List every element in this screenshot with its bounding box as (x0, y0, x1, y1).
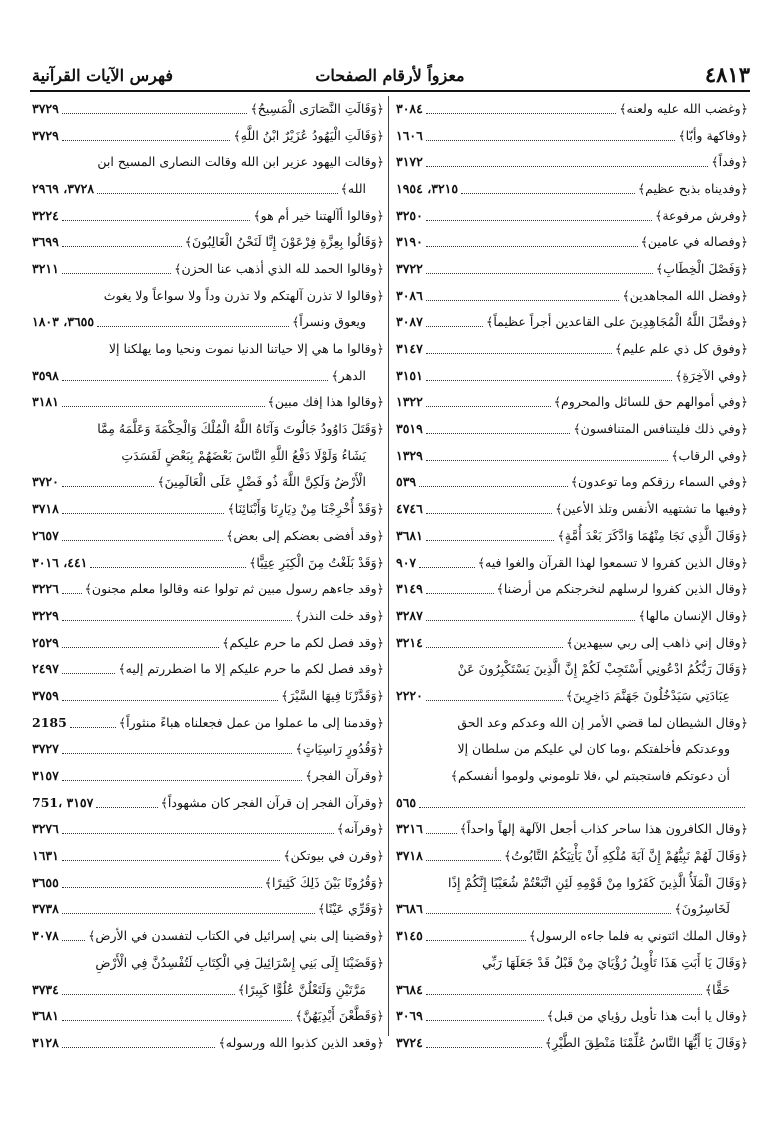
index-entry (32, 922, 384, 949)
entry-text: ﴿وفي أموالهم حق للسائل والمحروم﴾ (553, 394, 748, 410)
entry-page-number: ٣١٢٨ (32, 1034, 59, 1050)
index-entry (396, 896, 748, 923)
entry-page-number: ٢٤٩٧ (32, 661, 59, 677)
index-entry (32, 362, 384, 389)
leader-dots (426, 214, 652, 221)
index-entry (396, 228, 748, 255)
header-subtitle: معزواً لأرقام الصفحات (315, 66, 465, 85)
entry-page-number: ١٦٣١ (32, 848, 59, 864)
entry-text: ﴿وفوق كل ذي علم عليم﴾ (614, 341, 748, 357)
index-entry (32, 1029, 384, 1056)
leader-dots (62, 400, 265, 407)
index-entry (396, 655, 748, 682)
entry-page-number: ٣٠٨٧ (396, 314, 423, 330)
index-entry (32, 335, 384, 362)
leader-dots (426, 854, 501, 861)
entry-text: ﴿وقالوا ما هي إلا حياتنا الدنيا نموت ونحيا وما يهلكنا إلا (108, 341, 384, 357)
leader-dots (62, 667, 115, 674)
entry-page-number: ٣٧٢٩ (32, 127, 59, 143)
entry-text: ﴿وقضينا إلى بني إسرائيل في الكتاب لتفسدن في الأرض﴾ (88, 928, 384, 944)
entry-text: ﴿وقالت اليهود عزير ابن الله وقالت النصارى المسيح ابن (97, 154, 384, 170)
entry-text: ﴿وقال إني ذاهب إلى ربي سيهدين﴾ (566, 634, 748, 650)
entry-page-number: ٣٧٣٤ (32, 981, 59, 997)
entry-page-number: ٩٠٧ (396, 554, 417, 570)
index-entry (396, 309, 748, 336)
entry-page-number: ٣٧٢٨، ٢٩٦٩ (32, 180, 95, 196)
index-entry (32, 949, 384, 976)
index-entry (396, 575, 748, 602)
leader-dots (62, 934, 85, 941)
entry-page-number: ٣٢٨٧ (396, 607, 423, 623)
index-entry (32, 1002, 384, 1029)
leader-dots (62, 774, 302, 781)
index-entry (32, 896, 384, 923)
index-entry (32, 95, 384, 122)
index-entry (32, 389, 384, 416)
leader-dots (97, 320, 289, 327)
entry-text: ﴿وقال الذين كفروا لا تسمعوا لهذا القرآن والغوا فيه﴾ (477, 554, 748, 570)
index-entry (396, 682, 748, 709)
entry-text: ﴿وقد أفضى بعضكم إلى بعض﴾ (226, 527, 384, 543)
entry-page-number: ٣١٩٠ (396, 234, 423, 250)
entry-page-number: ٣٢٥٠ (396, 207, 423, 223)
index-entry (32, 655, 384, 682)
entry-text: ﴿وفي السماء رزقكم وما توعدون﴾ (570, 474, 748, 490)
leader-dots (426, 907, 672, 914)
index-entry (396, 415, 748, 442)
index-entry (396, 495, 748, 522)
leader-dots (426, 347, 612, 354)
index-entry (396, 789, 748, 816)
entry-text: ﴿وَقَالَ الَّذِي نَجَا مِنْهُمَا وَادَّكَرَ بَعْدَ أُمَّةٍ﴾ (557, 527, 748, 543)
leader-dots (426, 134, 675, 141)
index-entry (396, 1002, 748, 1029)
index-entry (396, 549, 748, 576)
entry-page-number: ٣٥١٩ (396, 421, 423, 437)
entry-page-number: ٣٦٨٤ (396, 981, 423, 997)
index-entry (32, 122, 384, 149)
entry-text: ﴿وَقَرِّي عَيْنًا﴾ (317, 901, 384, 917)
leader-dots (62, 134, 231, 141)
leader-dots (426, 827, 457, 834)
entry-page-number: ١٣٢٢ (396, 394, 423, 410)
leader-dots (62, 747, 293, 754)
leader-dots (419, 561, 475, 568)
leader-dots (426, 507, 552, 514)
leader-dots (62, 507, 225, 514)
entry-text: ﴿وَقُرُونًا بَيْنَ ذَلِكَ كَثِيرًا﴾ (264, 874, 384, 890)
index-entry (396, 816, 748, 843)
entry-text: ﴿وَقَتَلَ دَاوُودُ جَالُوتَ وَآتَاهُ اللَّهُ الْمُلْكَ وَالْحِكْمَةَ وَعَلَّمَهُ مِمَّا (97, 421, 384, 437)
entry-page-number: ٣٦٨٦ (396, 901, 423, 917)
entry-page-number: ٣١٤٩ (396, 581, 423, 597)
index-entry (32, 549, 384, 576)
header-title: فهرس الآيات القرآنية (32, 66, 174, 85)
entry-page-number: ٣٧٢٧ (32, 741, 59, 757)
leader-dots (62, 827, 334, 834)
entry-page-number: ١٦٠٦ (396, 127, 423, 143)
entry-page-number: ٣٢٢٤ (32, 207, 59, 223)
entry-text: ﴿وقعد الذين كذبوا الله ورسوله﴾ (218, 1034, 384, 1050)
index-entry (396, 842, 748, 869)
leader-dots (62, 1041, 216, 1048)
leader-dots (62, 267, 171, 274)
index-entry (32, 842, 384, 869)
entry-page-number: ٣٢١٥، ١٩٥٤ (396, 180, 459, 196)
entry-text: ﴿وقرآنه﴾ (336, 821, 384, 837)
entry-page-number: ٣٧٢٤ (396, 1034, 423, 1050)
entry-page-number: ٣٧٢٠ (32, 474, 59, 490)
index-entry (396, 976, 748, 1003)
index-entry (396, 148, 748, 175)
page-header (30, 60, 750, 92)
entry-text: ﴿وفصاله في عامين﴾ (640, 234, 748, 250)
index-entry (396, 709, 748, 736)
entry-text: يَشَاءُ وَلَوْلَا دَفْعُ اللَّهِ النَّاسَ بَعْضَهُمْ بِبَعْضٍ لَفَسَدَتِ (121, 447, 366, 463)
entry-text: ﴿وفرش مرفوعة﴾ (655, 207, 748, 223)
entry-text: ﴿وفاكهة وأبّا﴾ (678, 127, 748, 143)
leader-dots (426, 534, 555, 541)
entry-text: ﴿وقال الإنسان مالها﴾ (638, 607, 748, 623)
entry-page-number: ٥٦٥ (396, 794, 417, 810)
leader-dots (426, 614, 636, 621)
entry-text: ﴿وقال الكافرون هذا ساحر كذاب أجعل الآلهة إلهاً واحداً﴾ (459, 821, 748, 837)
leader-dots (70, 721, 116, 728)
entry-text: ﴿وقدمنا إلى ما عملوا من عمل فجعلناه هباءً منثوراً﴾ (118, 714, 384, 730)
entry-page-number: ٣١٥١ (396, 367, 423, 383)
entry-page-number: ٣٧٣٨ (32, 901, 59, 917)
entry-text: مَرَّتَيْنِ وَلَتَعْلُنَّ عُلُوًّا كَبِيرًا﴾ (237, 981, 366, 997)
entry-text: الله﴾ (340, 180, 366, 196)
index-entry (396, 469, 748, 496)
leader-dots (461, 187, 635, 194)
index-entry (32, 762, 384, 789)
leader-dots (426, 988, 702, 995)
leader-dots (62, 214, 251, 221)
index-entry (396, 282, 748, 309)
entry-page-number: ٣٧١٨ (32, 501, 59, 517)
entry-text: حَقًّا﴾ (704, 981, 730, 997)
entry-page-number: 751، ٣١٥٧ (32, 794, 94, 810)
entry-text: ﴿وَقَالَتِ الْيَهُودُ عُزَيْرٌ ابْنُ اللَّهِ﴾ (233, 127, 384, 143)
leader-dots (426, 1041, 542, 1048)
entry-page-number: ٣٧٥٩ (32, 687, 59, 703)
entry-text: ﴿وفضَّلَ اللَّهُ الْمُجَاهِدِينَ على القاعدين أجراً عظيماً﴾ (486, 314, 748, 330)
index-entry (32, 442, 384, 469)
leader-dots (62, 881, 262, 888)
leader-dots (62, 534, 223, 541)
index-entry (396, 1029, 748, 1056)
leader-dots (426, 454, 668, 461)
entry-text: ﴿وقالوا هذا إفك مبين﴾ (267, 394, 384, 410)
entry-page-number: ٣١٤٥ (396, 928, 423, 944)
index-entry (32, 709, 384, 736)
entry-text: ﴿وقرآن الفجر﴾ (305, 768, 384, 784)
entry-page-number: ٣٥٩٨ (32, 367, 59, 383)
index-entry (396, 949, 748, 976)
entry-page-number: ٣٢١٦ (396, 821, 423, 837)
entry-page-number: ٣٢٧٦ (32, 821, 59, 837)
entry-page-number: ٣٠٨٤ (396, 100, 423, 116)
entry-page-number: ٣١٧٢ (396, 154, 423, 170)
entry-page-number: ٢٦٥٧ (32, 527, 59, 543)
index-column-left (32, 95, 384, 1056)
entry-page-number: ٣٢٢٩ (32, 607, 59, 623)
leader-dots (62, 988, 235, 995)
index-entry (396, 362, 748, 389)
index-entry (396, 389, 748, 416)
index-entry (396, 255, 748, 282)
entry-page-number: ٣٦٨١ (32, 1008, 59, 1024)
index-entry (32, 148, 384, 175)
entry-page-number: 2185 (32, 714, 67, 730)
index-entry (32, 575, 384, 602)
index-entry (32, 255, 384, 282)
entry-text: ﴿وَقَالُوا بِعِزَّةِ فِرْعَوْنَ إِنَّا لَنَحْنُ الْغَالِبُونَ﴾ (184, 234, 384, 250)
entry-text: ﴿وقال الشيطان لما قضي الأمر إن الله وعدكم وعد الحق (457, 714, 748, 730)
leader-dots (62, 614, 292, 621)
index-entry (396, 442, 748, 469)
leader-dots (426, 267, 653, 274)
entry-page-number: ٣٢١٤ (396, 634, 423, 650)
index-entry (32, 602, 384, 629)
entry-text: ﴿وفي ذلك فليتنافس المتنافسون﴾ (573, 421, 748, 437)
index-entry (32, 816, 384, 843)
leader-dots (419, 480, 568, 487)
entry-text: ﴿وقالوا لا تذرن آلهتكم ولا تذرن وداً ولا سواعاً ولا يغوث (103, 287, 384, 303)
entry-text: ﴿وَفَصْلَ الْخِطَابِ﴾ (655, 260, 748, 276)
entry-text: ﴿وفداً﴾ (711, 154, 748, 170)
entry-text: أن دعوتكم فاستجبتم لي ،فلا تلوموني ولوموا أنفسكم﴾ (450, 768, 730, 784)
column-divider (388, 96, 389, 1036)
leader-dots (426, 934, 526, 941)
entry-page-number: ٢٥٢٩ (32, 634, 59, 650)
leader-dots (62, 240, 182, 247)
entry-text: ﴿وَقَالَ يَا أَبَتِ هَذَا تَأْوِيلُ رُؤْيَايَ مِنْ قَبْلُ قَدْ جَعَلَهَا رَبِّي (482, 954, 748, 970)
entry-text: الدهر﴾ (331, 367, 366, 383)
index-entry (32, 869, 384, 896)
entry-page-number: ٣٧٢٩ (32, 100, 59, 116)
entry-text: ويعوق ونسراً﴾ (291, 314, 366, 330)
entry-text: ﴿وقرآن الفجر إن قرآن الفجر كان مشهوداً﴾ (160, 794, 384, 810)
index-entry (396, 629, 748, 656)
entry-text: ﴿وقال الذين كفروا لرسلهم لنخرجنكم من أرضنا﴾ (496, 581, 748, 597)
leader-dots (62, 1014, 292, 1021)
index-entry (32, 175, 384, 202)
index-entry (396, 736, 748, 763)
entry-text: ﴿وفديناه بذبح عظيم﴾ (637, 180, 748, 196)
entry-text: ﴿وفي الآخِرَةِ﴾ (675, 367, 748, 383)
entry-text: ﴿وقال يا أبت هذا تأويل رؤياي من قبل﴾ (546, 1008, 748, 1024)
leader-dots (419, 801, 745, 808)
entry-page-number: ٤٧٤٦ (396, 501, 423, 517)
page-number: ٤٨١٣ (704, 62, 750, 87)
entry-text: ﴿وَقَالَ يَا أَيُّهَا النَّاسُ عُلِّمْنَا مَنْطِقَ الطَّيْرِ﴾ (544, 1034, 748, 1050)
entry-page-number: ٣٧٢٢ (396, 260, 423, 276)
leader-dots (426, 694, 563, 701)
entry-text: ﴿وَقَدَّرْنَا فِيهَا السَّيْرَ﴾ (281, 687, 384, 703)
leader-dots (426, 107, 616, 114)
index-entry (32, 789, 384, 816)
leader-dots (62, 480, 154, 487)
index-entry (396, 202, 748, 229)
leader-dots (426, 587, 494, 594)
entry-text: ﴿وقد جاءهم رسول مبين ثم تولوا عنه وقالوا معلم مجنون﴾ (84, 581, 384, 597)
index-entry (32, 202, 384, 229)
index-entry (32, 282, 384, 309)
index-entry (32, 736, 384, 763)
leader-dots (90, 561, 246, 568)
entry-page-number: ٤٤١، ٣٠١٦ (32, 554, 88, 570)
entry-text: ﴿وفيها ما تشتهيه الأنفس وتلذ الأعين﴾ (555, 501, 748, 517)
index-entry (32, 309, 384, 336)
entry-text: ﴿وفضل الله المجاهدين﴾ (622, 287, 748, 303)
leader-dots (62, 694, 278, 701)
leader-dots (62, 107, 248, 114)
index-entry (32, 469, 384, 496)
entry-text: لَخَاسِرُونَ﴾ (674, 901, 730, 917)
index-entry (396, 602, 748, 629)
index-entry (32, 976, 384, 1003)
entry-page-number: ٣٠٧٨ (32, 928, 59, 944)
entry-text: ﴿وَقَدْ أُخْرِجْنَا مِنْ دِيَارِنَا وَأَبْنَائِنَا﴾ (227, 501, 384, 517)
entry-text: ﴿وَقَضَيْنَا إِلَى بَنِي إِسْرَائِيلَ فِي الْكِتَابِ لَتُفْسِدُنَّ فِي الْأَرْضِ (95, 954, 384, 970)
entry-page-number: ٣٢٢٦ (32, 581, 59, 597)
entry-text: ﴿وقال الملك ائتوني به فلما جاءه الرسول﴾ (528, 928, 748, 944)
leader-dots (62, 374, 328, 381)
index-entry (396, 522, 748, 549)
leader-dots (426, 240, 638, 247)
leader-dots (426, 294, 620, 301)
entry-page-number: ٣٦٥٥، ١٨٠٣ (32, 314, 95, 330)
leader-dots (426, 400, 551, 407)
index-entry (32, 682, 384, 709)
leader-dots (426, 1014, 544, 1021)
entry-page-number: ٢٢٢٠ (396, 687, 423, 703)
entry-text: ﴿وغضب الله عليه ولعنه﴾ (619, 100, 748, 116)
entry-text: ﴿وقالوا أآلهتنا خير أم هو﴾ (253, 207, 384, 223)
index-entry (396, 762, 748, 789)
entry-page-number: ١٣٢٩ (396, 447, 423, 463)
index-entry (396, 175, 748, 202)
entry-text: ووعدتكم فأخلفتكم ،وما كان لي عليكم من سلطان إلا (457, 741, 730, 757)
entry-text: ﴿وَقَالَ الْمَلَأُ الَّذِينَ كَفَرُوا مِنْ قَوْمِهِ لَئِنِ اتَّبَعْتُمْ شُعَيْبًا إِنَّكُمْ إِذًا (448, 874, 748, 890)
entry-text: ﴿وَقَالَ لَهُمْ نَبِيُّهُمْ إِنَّ آيَةَ مُلْكِهِ أَنْ يَأْتِيَكُمُ التَّابُوتُ﴾ (503, 848, 748, 864)
entry-text: ﴿وقد خلت النذر﴾ (295, 607, 384, 623)
index-entry (32, 495, 384, 522)
entry-text: ﴿وقد فصل لكم ما حرم عليكم إلا ما اضطررتم إليه﴾ (118, 661, 384, 677)
index-entry (396, 869, 748, 896)
entry-page-number: ٣٦٥٥ (32, 874, 59, 890)
entry-page-number: ٣٦٨١ (396, 527, 423, 543)
leader-dots (426, 374, 672, 381)
index-entry (32, 522, 384, 549)
entry-page-number: ٣١٥٧ (32, 768, 59, 784)
entry-text: ﴿وفي الرقاب﴾ (671, 447, 748, 463)
index-entry (32, 629, 384, 656)
index-entry (32, 415, 384, 442)
entry-text: ﴿وَقَالَ رَبُّكُمُ ادْعُونِي أَسْتَجِبْ لَكُمْ إِنَّ الَّذِينَ يَسْتَكْبِرُونَ عَنْ (457, 661, 748, 677)
leader-dots (426, 320, 483, 327)
entry-text: عِبَادَتِي سَيَدْخُلُونَ جَهَنَّمَ دَاخِرِينَ﴾ (565, 687, 730, 703)
entry-page-number: ٣٧١٨ (396, 848, 423, 864)
entry-page-number: ٣٠٨٦ (396, 287, 423, 303)
leader-dots (426, 160, 708, 167)
leader-dots (426, 641, 563, 648)
index-entry (396, 922, 748, 949)
leader-dots (62, 587, 82, 594)
entry-text: ﴿وَقَالَتِ النَّصَارَى الْمَسِيحُ﴾ (250, 100, 384, 116)
entry-page-number: ٣٠٦٩ (396, 1008, 423, 1024)
entry-page-number: ٣٦٩٩ (32, 234, 59, 250)
entry-text: ﴿وقالوا الحمد لله الذي أذهب عنا الحزن﴾ (174, 260, 384, 276)
leader-dots (62, 907, 315, 914)
leader-dots (62, 854, 280, 861)
entry-text: الْأَرْضُ وَلَكِنَّ اللَّهَ ذُو فَضْلٍ عَلَى الْعَالَمِينَ﴾ (157, 474, 366, 490)
entry-page-number: ٣١٨١ (32, 394, 59, 410)
entry-text: ﴿وَقَدْ بَلَغْتُ مِنَ الْكِبَرِ عِتِيًّا﴾ (249, 554, 384, 570)
leader-dots (96, 801, 157, 808)
leader-dots (62, 641, 219, 648)
entry-text: ﴿وقرن في بيوتكن﴾ (283, 848, 384, 864)
entry-text: ﴿وَقُدُورٍ رَاسِيَاتٍ﴾ (295, 741, 384, 757)
index-entry (396, 335, 748, 362)
entry-page-number: ٥٣٩ (396, 474, 417, 490)
index-entry (396, 95, 748, 122)
leader-dots (426, 427, 570, 434)
index-column-right (396, 95, 748, 1056)
entry-page-number: ٣١٤٧ (396, 341, 423, 357)
entry-text: ﴿وقد فصل لكم ما حرم عليكم﴾ (222, 634, 384, 650)
index-entry (396, 122, 748, 149)
entry-text: ﴿وَقَطَّعْنَ أَيْدِيَهُنَّ﴾ (295, 1008, 384, 1024)
entry-page-number: ٣٢١١ (32, 260, 59, 276)
index-entry (32, 228, 384, 255)
leader-dots (97, 187, 337, 194)
